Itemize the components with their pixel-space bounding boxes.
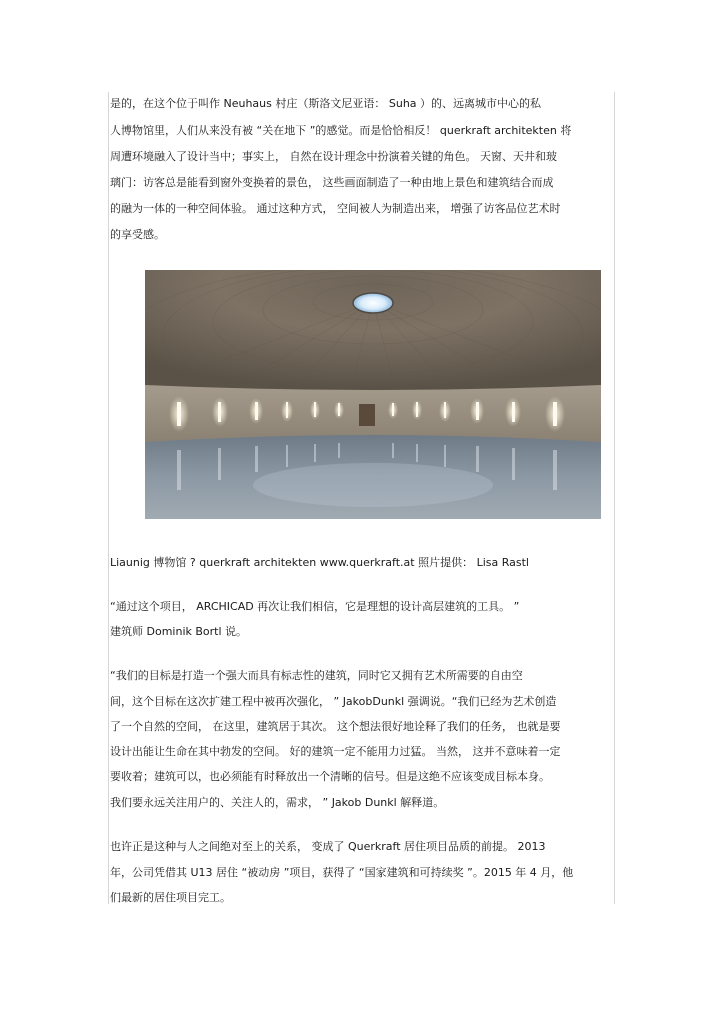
quote-2-line-4: 设计出能让生命在其中勃发的空间。 好的建筑一定不能用力过猛。 当然， 这并不意味着一定 [110,745,561,758]
paragraph-3-line-2: 年，公司凭借其 U13 居住 “被动房 ”项目，获得了 “国家建筑和可持续奖 ”。2015 年 4 月，他 [110,866,574,879]
paragraph-1-line-3: 周遭环境融入了设计当中；事实上， 自然在设计理念中扮演着关键的角色。 天窗、天井和玻 [110,150,557,163]
paragraph-1-line-4: 璃门：访客总是能看到窗外变换着的景色， 这些画面制造了一种由地上景色和建筑结合而成 [110,176,554,189]
quote-2-line-5: 要收着；建筑可以，也必须能有时释放出一个清晰的信号。但是这绝不应该变成目标本身。 [110,770,550,783]
quote-2-line-1: “我们的目标是打造一个强大而具有标志性的建筑，同时它又拥有艺术所需要的自由空 [110,669,523,682]
paragraph-1-line-1: 是的，在这个位于叫作 Neuhaus 村庄（斯洛文尼亚语： Suha ）的、远离城市中心的私 [110,97,542,110]
paragraph-1-line-5: 的融为一体的一种空间体验。 通过这种方式， 空间被人为制造出来， 增强了访客品位艺术时 [110,202,561,215]
paragraph-3-line-1: 也许正是这种与人之间绝对至上的关系， 变成了 Querkraft 居住项目品质的前提。 2013 [110,840,546,853]
quote-2-line-3: 了一个自然的空间， 在这里，建筑居于其次。 这个想法很好地诠释了我们的任务， 也就是要 [110,720,561,733]
paragraph-1-line-2: 人博物馆里，人们从来没有被 “关在地下 ”的感觉。而是恰恰相反！ querkraft architekten 将 [110,124,572,137]
page-border-right [614,92,615,904]
quote-2-line-6: 我们要永远关注用户的、关注人的，需求， ” Jakob Dunkl 解释道。 [110,796,445,809]
quote-1-line-1: “通过这个项目， ARCHICAD 再次让我们相信，它是理想的设计高层建筑的工具。 ” [110,600,520,613]
photo-caption: Liaunig 博物馆 ? querkraft architekten www.querkraft.at 照片提供： Lisa Rastl [110,556,529,569]
paragraph-1-line-6: 的享受感。 [110,228,165,241]
page-border-left [108,92,109,904]
museum-dome-photo [145,270,601,519]
paragraph-3-line-3: 们最新的居住项目完工。 [110,891,231,904]
quote-1-line-2: 建筑师 Dominik Bortl 说。 [110,625,248,638]
quote-2-line-2: 间，这个目标在这次扩建工程中被再次强化， ” JakobDunkl 强调说。“我们已经为艺术创造 [110,695,557,708]
